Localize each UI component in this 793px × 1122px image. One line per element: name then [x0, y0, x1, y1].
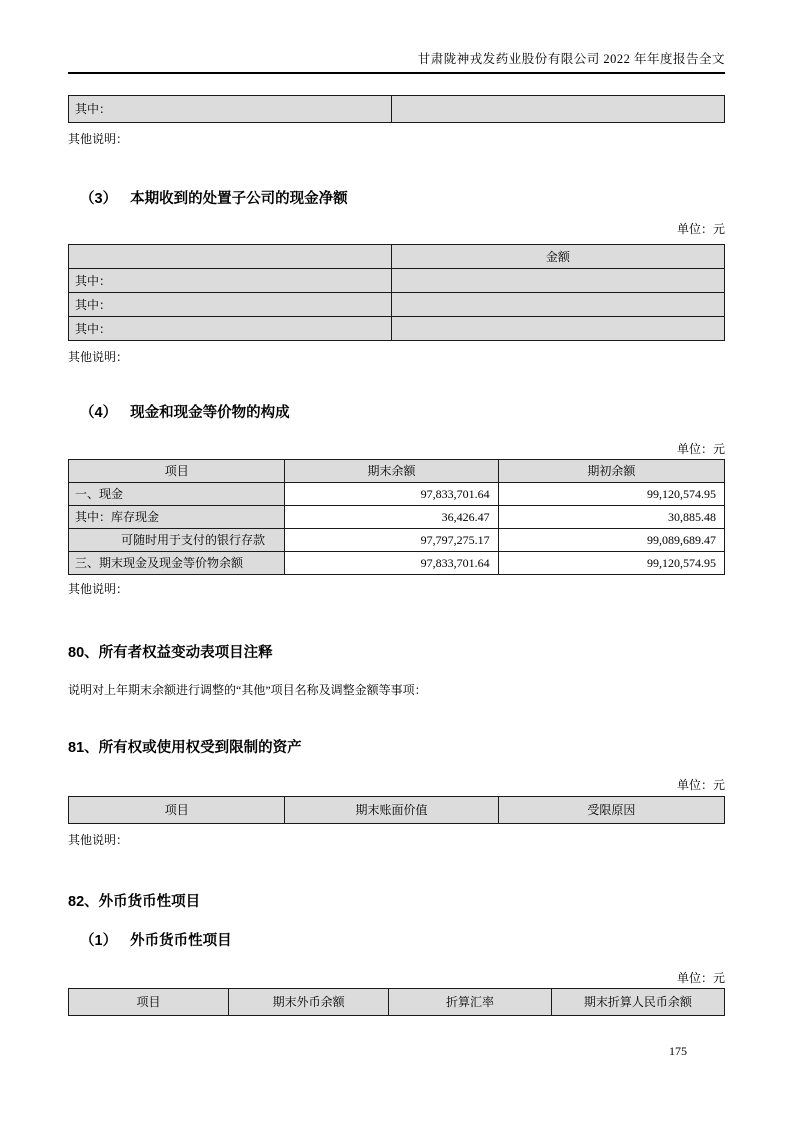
row-value-cell: [391, 269, 724, 293]
column-header: 受限原因: [498, 797, 724, 824]
table-header-row: [69, 460, 725, 483]
column-header: [69, 245, 392, 269]
row-value-cell: [391, 317, 724, 341]
page-number: 175: [669, 1044, 687, 1058]
column-header: 项目: [69, 989, 229, 1016]
row-value-cell: [391, 96, 724, 123]
other-note: 其他说明：: [68, 132, 129, 146]
table-row: [69, 529, 725, 552]
opening-balance-cell: 99,120,574.95: [498, 483, 724, 506]
table-row: [69, 317, 725, 341]
unit-label: 单位：元: [676, 442, 725, 456]
table-header-row: [69, 989, 725, 1016]
row-label-cell: 一、现金: [69, 483, 285, 506]
subsidiary-disposal-cash-table: [68, 244, 725, 341]
table-row: [69, 293, 725, 317]
carryover-table: [68, 95, 725, 123]
table-row: [69, 552, 725, 575]
section-4-title: 现金和现金等价物的构成: [130, 405, 290, 421]
table-row: [69, 269, 725, 293]
closing-balance-cell: 97,833,701.64: [285, 552, 498, 575]
row-label-cell: 其中：: [69, 96, 392, 123]
other-note: 其他说明：: [68, 833, 129, 847]
table-header-row: [69, 245, 725, 269]
row-label-cell: 其中：库存现金: [69, 506, 285, 529]
other-note: 其他说明：: [68, 350, 129, 364]
table-row: [69, 506, 725, 529]
foreign-currency-table: [68, 988, 725, 1016]
section-4-heading: [68, 404, 725, 422]
column-header: 期末折算人民币余额: [551, 989, 724, 1016]
row-label-cell: 其中：: [69, 269, 392, 293]
restricted-assets-table: [68, 796, 725, 824]
report-header-title: 甘肃陇神戎发药业股份有限公司 2022 年年度报告全文: [68, 0, 725, 74]
opening-balance-cell: 99,089,689.47: [498, 529, 724, 552]
column-header: 期末外币余额: [229, 989, 389, 1016]
section-82-1-heading: [68, 932, 725, 950]
row-label-cell: 其中：: [69, 293, 392, 317]
section-3-title: 本期收到的处置子公司的现金净额: [130, 191, 348, 207]
unit-label: 单位：元: [676, 971, 725, 985]
section-82-1-title: 外币货币性项目: [130, 933, 232, 949]
opening-balance-cell: 30,885.48: [498, 506, 724, 529]
table-row: [69, 96, 725, 123]
closing-balance-cell: 97,833,701.64: [285, 483, 498, 506]
section-80-body: 说明对上年期末余额进行调整的“其他”项目名称及调整金额等事项：: [68, 683, 427, 697]
unit-label: 单位：元: [676, 778, 725, 792]
row-label-cell: 可随时用于支付的银行存款: [69, 529, 285, 552]
column-header: 期初余额: [498, 460, 724, 483]
section-3-number: （3）: [80, 191, 118, 207]
table-header-row: [69, 797, 725, 824]
row-label-cell: 三、期末现金及现金等价物余额: [69, 552, 285, 575]
table-row: [69, 483, 725, 506]
section-4-number: （4）: [80, 405, 118, 421]
section-3-heading: [68, 190, 725, 208]
opening-balance-cell: 99,120,574.95: [498, 552, 724, 575]
section-82-heading: 82、外币货币性项目: [68, 894, 201, 910]
column-header: 折算汇率: [389, 989, 552, 1016]
column-header: 期末账面价值: [285, 797, 498, 824]
section-80-heading: 80、所有者权益变动表项目注释: [68, 645, 273, 661]
row-label-cell: 其中：: [69, 317, 392, 341]
column-header: 项目: [69, 797, 285, 824]
unit-label: 单位：元: [676, 222, 725, 236]
column-header: 金额: [391, 245, 724, 269]
cash-equivalents-table: [68, 459, 725, 575]
other-note: 其他说明：: [68, 582, 129, 596]
column-header: 期末余额: [285, 460, 498, 483]
section-81-heading: 81、所有权或使用权受到限制的资产: [68, 740, 302, 756]
section-82-1-number: （1）: [80, 933, 118, 949]
closing-balance-cell: 36,426.47: [285, 506, 498, 529]
row-value-cell: [391, 293, 724, 317]
column-header: 项目: [69, 460, 285, 483]
closing-balance-cell: 97,797,275.17: [285, 529, 498, 552]
